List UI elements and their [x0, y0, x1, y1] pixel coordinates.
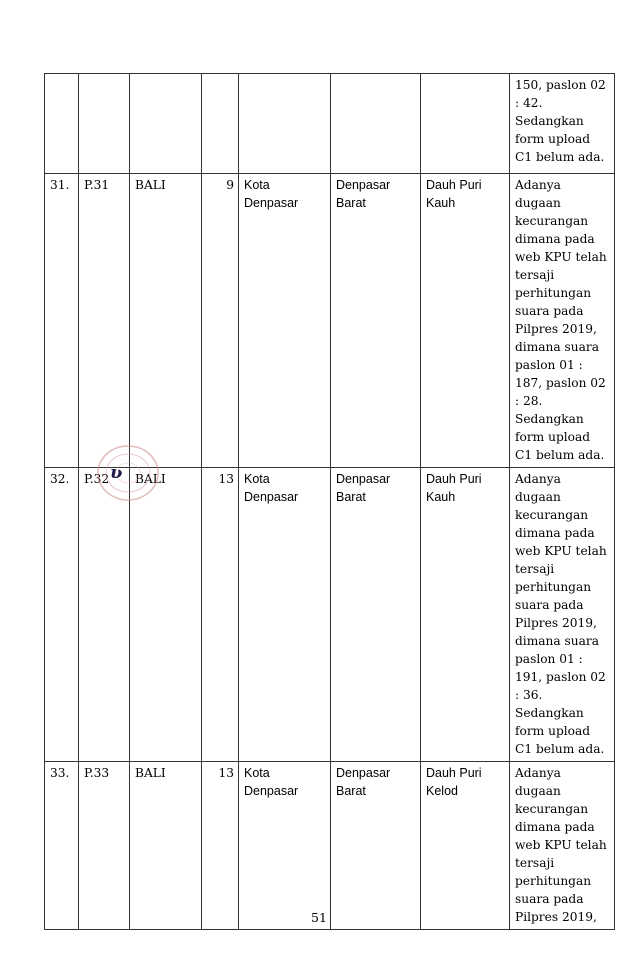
keterangan-line: tersaji	[515, 856, 555, 870]
cell-no: 32.	[45, 468, 79, 762]
keterangan-line: : 42.	[515, 96, 543, 110]
cell-kode: P.33	[79, 762, 130, 930]
keterangan-line: kecurangan	[515, 214, 589, 228]
keterangan-line: suara pada	[515, 598, 584, 612]
cell-kode: P.32	[79, 468, 130, 762]
cell-kecamatan: Denpasar Barat	[331, 174, 421, 468]
cell-kecamatan: Denpasar Barat	[331, 762, 421, 930]
keterangan-line: web KPU telah	[515, 250, 607, 264]
keterangan-line: dimana pada	[515, 526, 595, 540]
keterangan-line: dimana pada	[515, 232, 595, 246]
keterangan-line: kecurangan	[515, 508, 589, 522]
keterangan-line: dugaan	[515, 196, 561, 210]
table-row	[45, 74, 615, 174]
keterangan-line: paslon 01 :	[515, 358, 583, 372]
keterangan-line: tersaji	[515, 268, 555, 282]
cell-kelurahan	[421, 74, 510, 174]
keterangan-line: Adanya	[515, 178, 561, 192]
keterangan-line: Sedangkan	[515, 114, 584, 128]
signature-mark: ʋ	[110, 462, 123, 483]
keterangan-line: Sedangkan	[515, 706, 584, 720]
cell-tps	[202, 74, 239, 174]
cell-kelurahan: Dauh Puri Kauh	[421, 468, 510, 762]
keterangan-line: dugaan	[515, 490, 561, 504]
cell-kelurahan: Dauh Puri Kelod	[421, 762, 510, 930]
cell-no: 33.	[45, 762, 79, 930]
keterangan-line: perhitungan	[515, 580, 592, 594]
keterangan-line: perhitungan	[515, 286, 592, 300]
stamp-seal-icon	[95, 443, 161, 503]
keterangan-line: Adanya	[515, 766, 561, 780]
keterangan-line: Sedangkan	[515, 412, 584, 426]
keterangan-line: tersaji	[515, 562, 555, 576]
keterangan-line: C1 belum ada.	[515, 448, 605, 462]
cell-keterangan	[510, 762, 615, 930]
keterangan-line: 191, paslon 02	[515, 670, 606, 684]
keterangan-line: form upload	[515, 132, 591, 146]
keterangan-line: C1 belum ada.	[515, 742, 605, 756]
cell-provinsi: BALI	[130, 468, 202, 762]
cell-kota	[239, 74, 331, 174]
keterangan-line: 187, paslon 02	[515, 376, 606, 390]
cell-keterangan	[510, 174, 615, 468]
keterangan-line: dimana suara	[515, 634, 599, 648]
keterangan-line: dimana suara	[515, 340, 599, 354]
keterangan-line: perhitungan	[515, 874, 592, 888]
cell-kecamatan: Denpasar Barat	[331, 468, 421, 762]
keterangan-line: web KPU telah	[515, 544, 607, 558]
cell-no	[45, 74, 79, 174]
keterangan-line: : 28.	[515, 394, 543, 408]
cell-tps: 9	[202, 174, 239, 468]
keterangan-line: kecurangan	[515, 802, 589, 816]
keterangan-line: form upload	[515, 430, 591, 444]
cell-kelurahan: Dauh Puri Kauh	[421, 174, 510, 468]
cell-kota: Kota Denpasar	[239, 174, 331, 468]
cell-kode	[79, 74, 130, 174]
cell-kode: P.31	[79, 174, 130, 468]
keterangan-line: dugaan	[515, 784, 561, 798]
keterangan-line: suara pada	[515, 304, 584, 318]
keterangan-line: : 36.	[515, 688, 543, 702]
cell-kecamatan	[331, 74, 421, 174]
keterangan-line: 150, paslon 02	[515, 78, 606, 92]
keterangan-line: dimana pada	[515, 820, 595, 834]
keterangan-line: web KPU telah	[515, 838, 607, 852]
cell-provinsi	[130, 74, 202, 174]
page-number: 51	[311, 910, 327, 925]
keterangan-line: Adanya	[515, 472, 561, 486]
cell-provinsi: BALI	[130, 762, 202, 930]
table-row	[45, 762, 615, 930]
keterangan-line: paslon 01 :	[515, 652, 583, 666]
keterangan-line: Pilpres 2019,	[515, 322, 597, 336]
cell-kota: Kota Denpasar	[239, 468, 331, 762]
cell-provinsi: BALI	[130, 174, 202, 468]
table-row	[45, 174, 615, 468]
keterangan-line: C1 belum ada.	[515, 150, 605, 164]
cell-tps: 13	[202, 762, 239, 930]
keterangan-line: suara pada	[515, 892, 584, 906]
cell-kota: Kota Denpasar	[239, 762, 331, 930]
cell-tps: 13	[202, 468, 239, 762]
keterangan-line: Pilpres 2019,	[515, 616, 597, 630]
keterangan-line: Pilpres 2019,	[515, 910, 597, 924]
cell-keterangan	[510, 74, 615, 174]
keterangan-line: form upload	[515, 724, 591, 738]
table-row	[45, 468, 615, 762]
cell-no: 31.	[45, 174, 79, 468]
cell-keterangan	[510, 468, 615, 762]
